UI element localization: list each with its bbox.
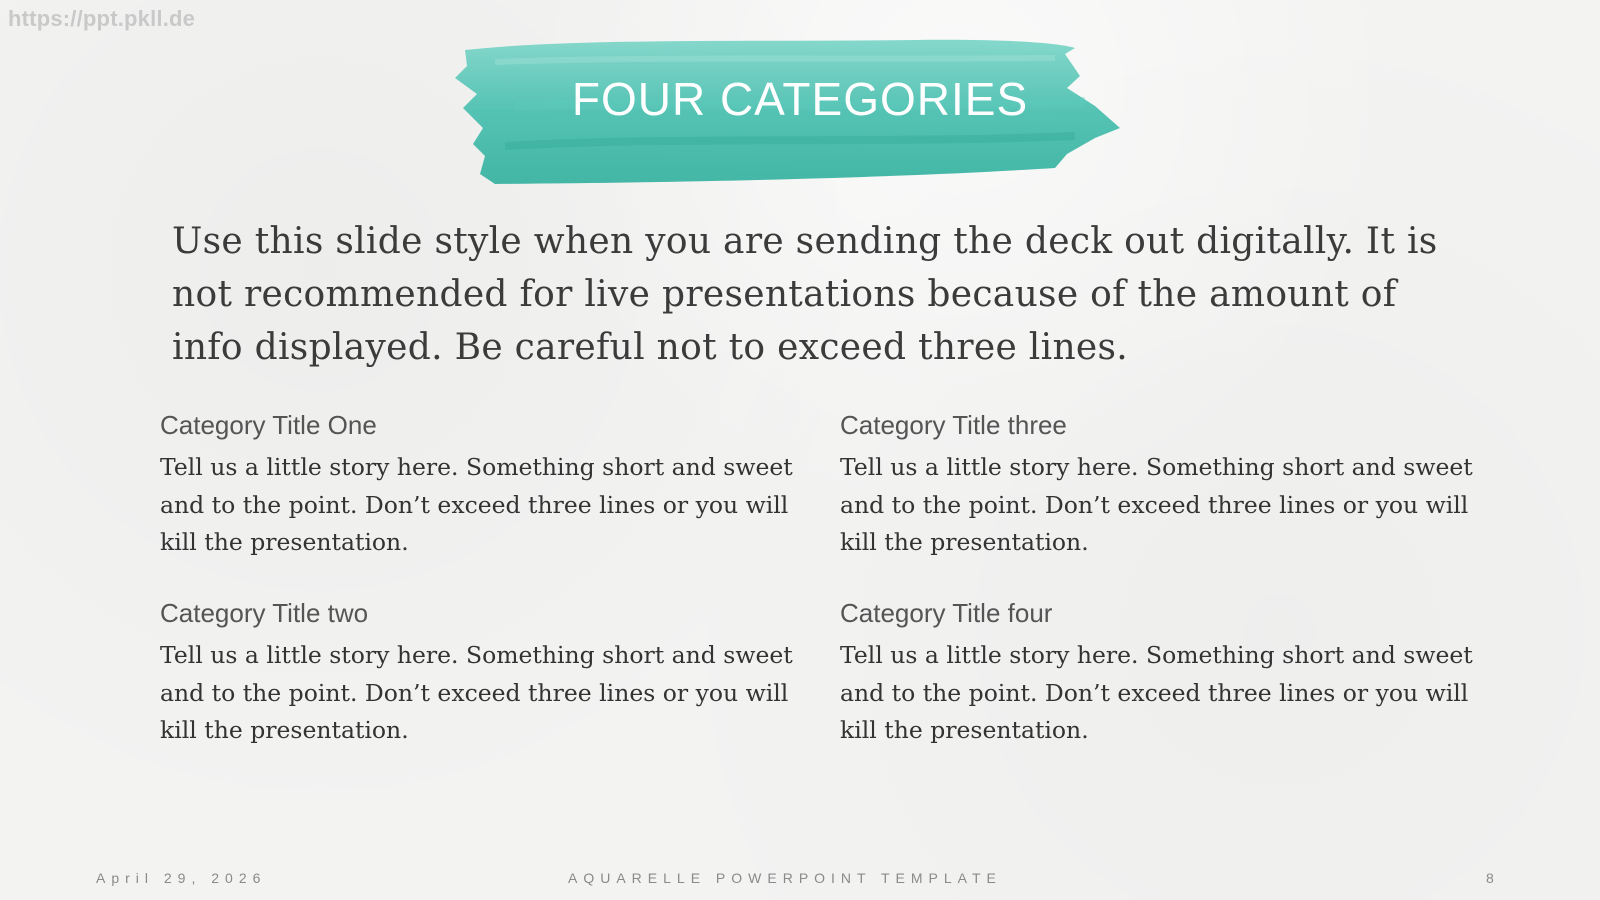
intro-paragraph: Use this slide style when you are sending the deck out digitally. It is not recommended for live presentations because of the amount of info displayed. Be careful not to exceed three lines. bbox=[172, 221, 1438, 368]
category-body: Tell us a little story here. Something short and sweet and to the point. Don’t exceed three lines or you will kill the presentation. bbox=[160, 453, 793, 556]
footer-template-name: AQUARELLE POWERPOINT TEMPLATE bbox=[568, 870, 1002, 886]
category-body: Tell us a little story here. Something short and sweet and to the point. Don’t exceed three lines or you will kill the presentation. bbox=[840, 641, 1473, 744]
category-body: Tell us a little story here. Something short and sweet and to the point. Don’t exceed three lines or you will kill the presentation. bbox=[160, 641, 793, 744]
footer-page-number: 8 bbox=[1486, 870, 1500, 886]
category-title: Category Title three bbox=[840, 410, 1067, 440]
category-body: Tell us a little story here. Something short and sweet and to the point. Don’t exceed three lines or you will kill the presentation. bbox=[840, 453, 1473, 556]
category-title: Category Title One bbox=[160, 410, 377, 440]
footer-date: April 29, 2026 bbox=[96, 870, 267, 886]
category-title: Category Title two bbox=[160, 598, 369, 628]
watermark-url: https://ppt.pkll.de bbox=[8, 6, 196, 31]
category-one bbox=[160, 410, 800, 562]
slide-title: FOUR CATEGORIES bbox=[571, 73, 1029, 125]
category-two bbox=[160, 598, 800, 750]
category-four bbox=[840, 598, 1480, 750]
category-title: Category Title four bbox=[840, 598, 1053, 628]
category-three bbox=[840, 410, 1480, 562]
